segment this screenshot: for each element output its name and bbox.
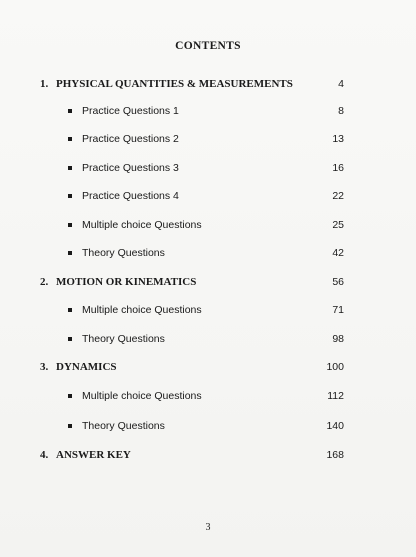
section-page-number: 56	[332, 276, 344, 288]
toc-subitem	[0, 418, 416, 434]
bullet-icon	[68, 251, 72, 255]
toc-section-4	[0, 447, 416, 463]
section-title: MOTION OR KINEMATICS	[56, 276, 197, 288]
subitem-title: Theory Questions	[82, 247, 165, 259]
section-page-number: 100	[326, 361, 344, 373]
subitem-title: Multiple choice Questions	[82, 219, 202, 231]
subitem-page-number: 8	[338, 105, 344, 117]
subitem-page-number: 13	[332, 133, 344, 145]
section-title: PHYSICAL QUANTITIES & MEASUREMENTS	[56, 78, 293, 90]
subitem-title: Theory Questions	[82, 333, 165, 345]
contents-title: CONTENTS	[175, 40, 241, 52]
toc-subitem	[0, 302, 416, 318]
bullet-icon	[68, 109, 72, 113]
section-number: 3.	[40, 361, 49, 373]
subitem-title: Multiple choice Questions	[82, 390, 202, 402]
section-page-number: 4	[338, 78, 344, 90]
section-number: 1.	[40, 78, 49, 90]
section-number: 4.	[40, 449, 49, 461]
section-title: DYNAMICS	[56, 361, 117, 373]
toc-subitem	[0, 160, 416, 176]
bullet-icon	[68, 308, 72, 312]
subitem-page-number: 98	[332, 333, 344, 345]
section-number: 2.	[40, 276, 49, 288]
subitem-page-number: 16	[332, 162, 344, 174]
bullet-icon	[68, 337, 72, 341]
toc-subitem	[0, 103, 416, 119]
subitem-title: Practice Questions 3	[82, 162, 179, 174]
page-footer-number: 3	[205, 522, 211, 533]
bullet-icon	[68, 137, 72, 141]
toc-subitem	[0, 388, 416, 404]
toc-section-1	[0, 76, 416, 92]
subitem-page-number: 22	[332, 190, 344, 202]
toc-subitem	[0, 131, 416, 147]
subitem-page-number: 112	[327, 390, 344, 402]
bullet-icon	[68, 223, 72, 227]
subitem-page-number: 25	[332, 219, 344, 231]
subitem-title: Practice Questions 2	[82, 133, 179, 145]
bullet-icon	[68, 194, 72, 198]
toc-subitem	[0, 188, 416, 204]
toc-subitem	[0, 217, 416, 233]
section-page-number: 168	[326, 449, 344, 461]
subitem-title: Practice Questions 1	[82, 105, 179, 117]
section-title: ANSWER KEY	[56, 449, 131, 461]
subitem-page-number: 71	[332, 304, 344, 316]
subitem-title: Practice Questions 4	[82, 190, 179, 202]
subitem-title: Theory Questions	[82, 420, 165, 432]
subitem-page-number: 42	[332, 247, 344, 259]
subitem-title: Multiple choice Questions	[82, 304, 202, 316]
toc-subitem	[0, 331, 416, 347]
toc-subitem	[0, 245, 416, 261]
bullet-icon	[68, 424, 72, 428]
toc-section-2	[0, 274, 416, 290]
subitem-page-number: 140	[326, 420, 344, 432]
bullet-icon	[68, 394, 72, 398]
toc-section-3	[0, 359, 416, 375]
bullet-icon	[68, 166, 72, 170]
